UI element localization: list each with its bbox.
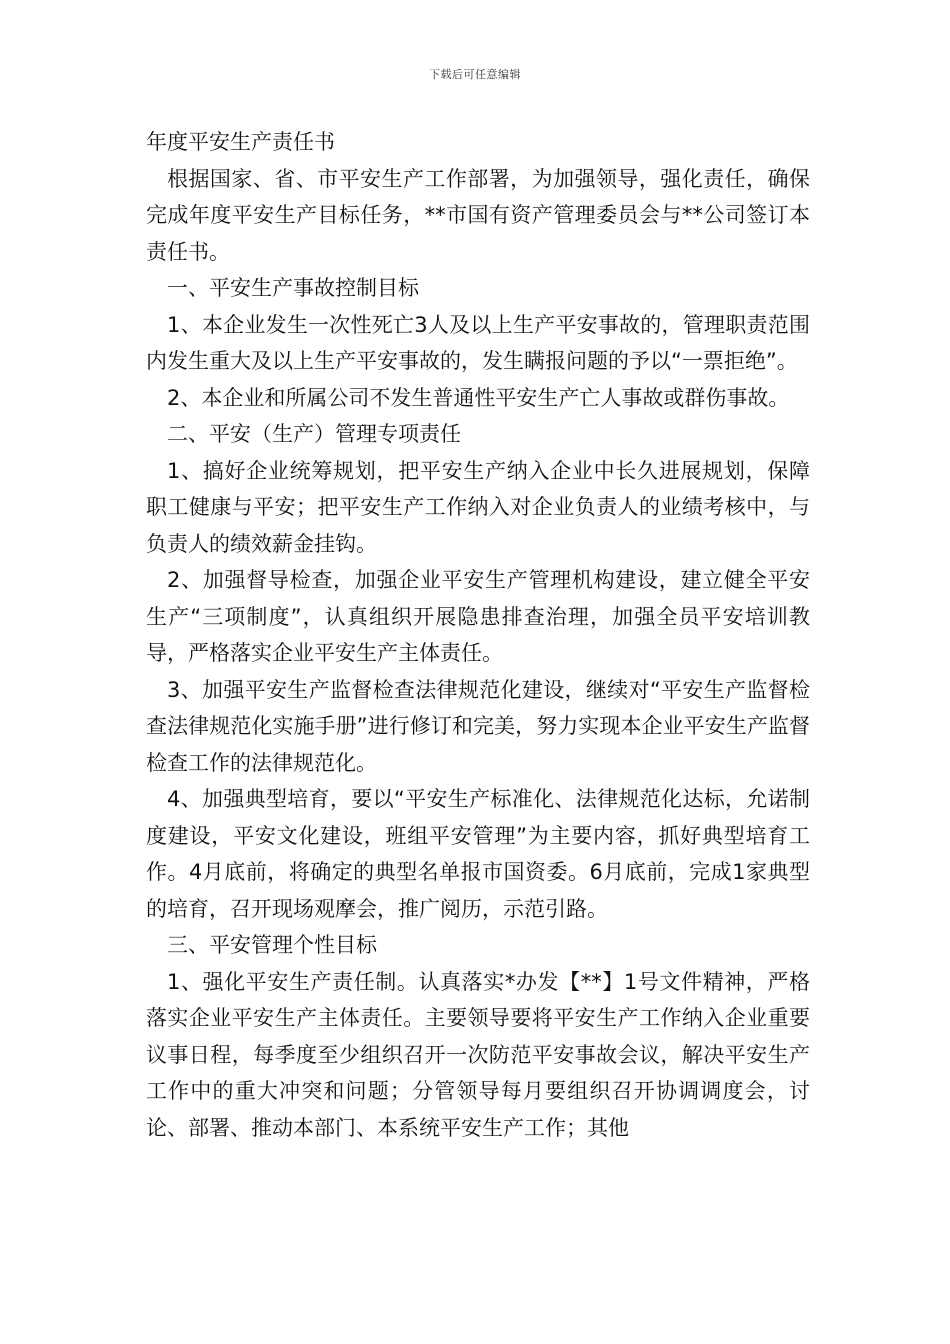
- paragraph-2-2: 2、加强督导检查，加强企业平安生产管理机构建设，建立健全平安生产“三项制度”，认真组织开展隐患排查治理，加强全员平安培训教导，严格落实企业平安生产主体责任。: [146, 568, 810, 665]
- document-title: 年度平安生产责任书: [146, 130, 335, 154]
- document-body: [146, 124, 810, 1146]
- paragraph-3-1: 1、强化平安生产责任制。认真落实*办发【**】1号文件精神，严格落实企业平安生产主体责任。主要领导要将平安生产工作纳入企业重要议事日程，每季度至少组织召开一次防范平安事故会议，解决平安生产工作中的重大冲突和问题；分管领导每月要组织召开协调调度会，讨论、部署、推动本部门、本系统平安生产工作；其他: [146, 969, 810, 1140]
- intro-paragraph: 根据国家、省、市平安生产工作部署，为加强领导，强化责任，确保完成年度平安生产目标任务，**市国有资产管理委员会与**公司签订本责任书。: [146, 166, 810, 264]
- paragraph-2-4: 4、加强典型培育，要以“平安生产标准化、法律规范化达标，允诺制度建设，平安文化建设，班组平安管理”为主要内容，抓好典型培育工作。4月底前，将确定的典型名单报市国资委。6月底前，完成1家典型的培育，召开现场观摩会，推广阅历，示范引路。: [146, 787, 810, 921]
- paragraph-2-1: 1、搞好企业统筹规划，把平安生产纳入企业中长久进展规划，保障职工健康与平安；把平安生产工作纳入对企业负责人的业绩考核中，与负责人的绩效薪金挂钩。: [146, 458, 810, 556]
- header-note: 下载后可任意编辑: [429, 68, 521, 81]
- section-heading-2: 二、平安（生产）管理专项责任: [167, 422, 461, 446]
- paragraph-2-3: 3、加强平安生产监督检查法律规范化建设，继续对“平安生产监督检查法律规范化实施手册”进行修订和完美，努力实现本企业平安生产监督检查工作的法律规范化。: [146, 677, 810, 775]
- paragraph-1-1: 1、本企业发生一次性死亡3人及以上生产平安事故的，管理职责范围内发生重大及以上生产平安事故的，发生瞒报问题的予以“一票拒绝”。: [146, 312, 810, 373]
- paragraph-1-2: 2、本企业和所属公司不发生普通性平安生产亡人事故或群伤事故。: [167, 385, 790, 410]
- section-heading-3: 三、平安管理个性目标: [167, 933, 377, 957]
- section-heading-1: 一、平安生产事故控制目标: [167, 276, 419, 300]
